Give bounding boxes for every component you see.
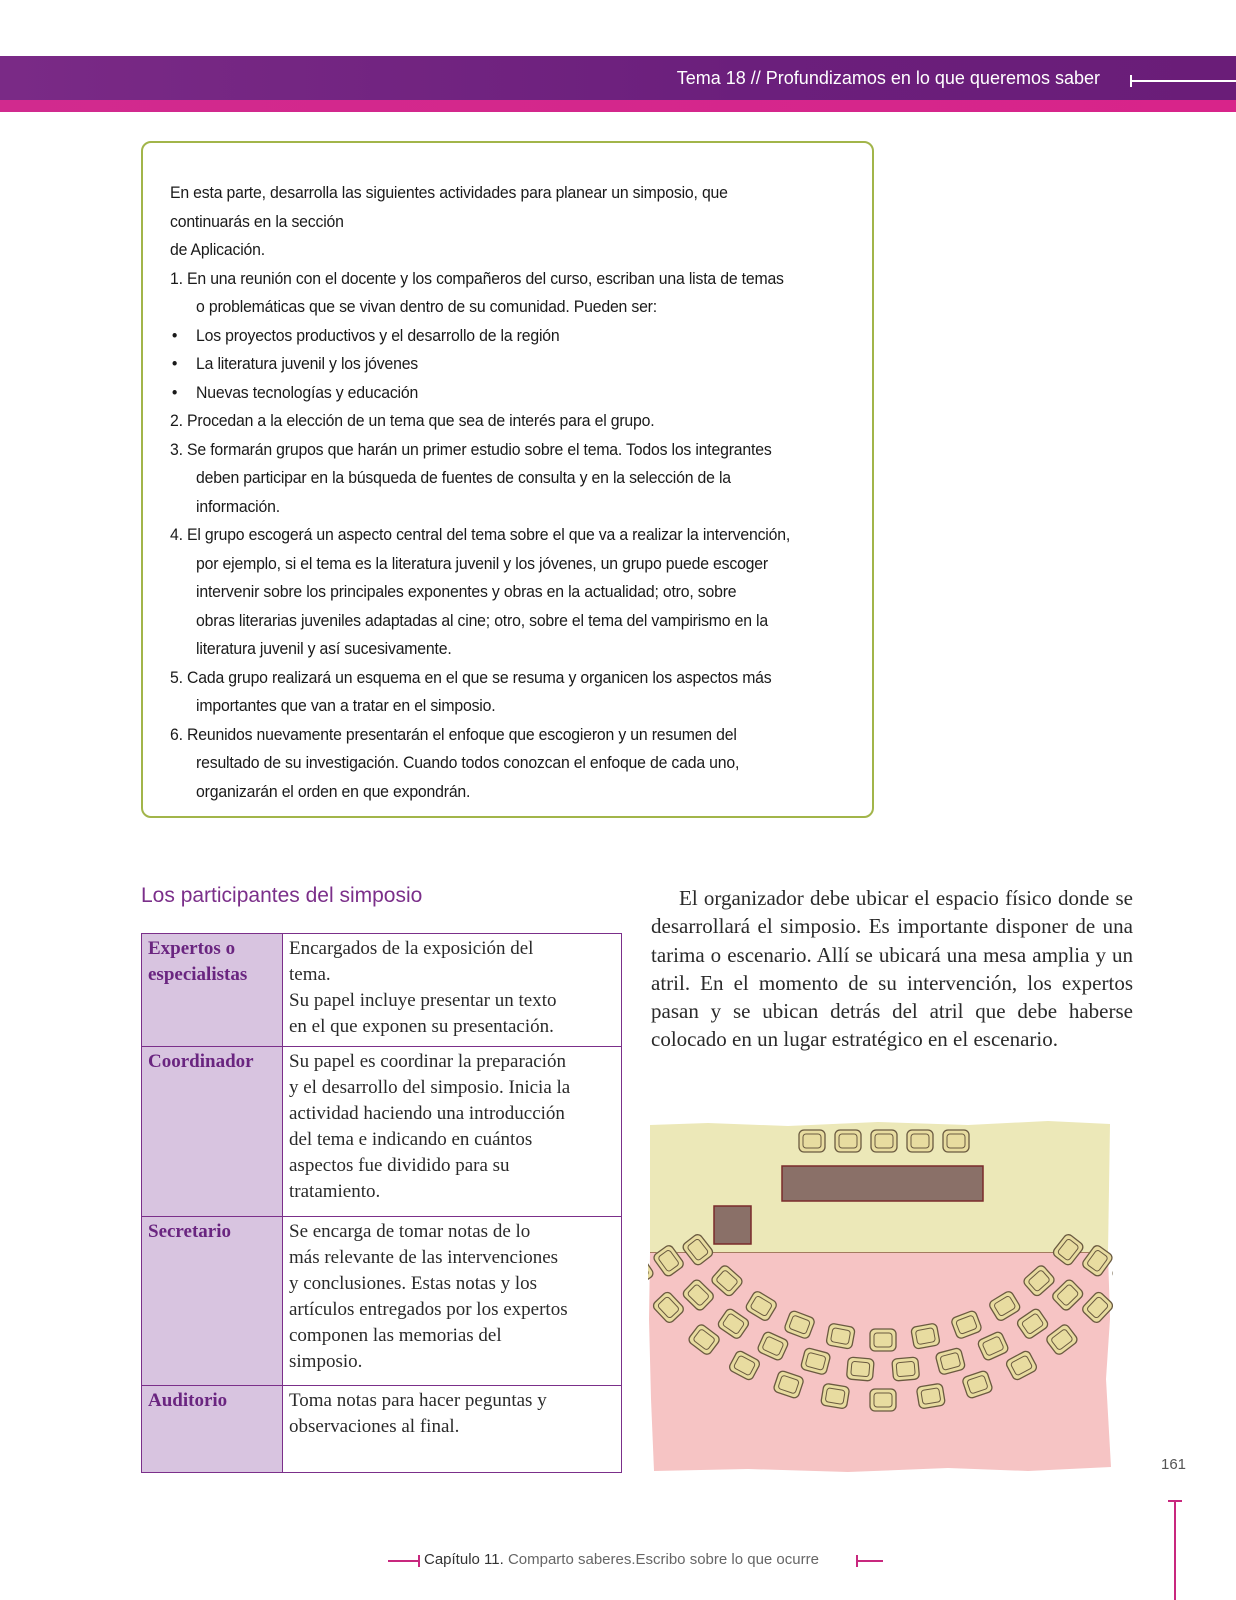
description-line: simposio. — [289, 1351, 363, 1372]
role-label: Auditorio — [148, 1390, 228, 1411]
role-label: Secretario — [148, 1221, 231, 1242]
bullet-text: Los proyectos productivos y el desarrollo de la región — [196, 325, 560, 345]
chapter-label: Capítulo 11. — [424, 1551, 504, 1568]
activity-text — [170, 179, 858, 806]
intro-line: En esta parte, desarrolla las siguientes actividades para planear un simposio, que — [170, 183, 728, 202]
item-4-line: por ejemplo, si el tema es la literatura juvenil y los jóvenes, un grupo puede escoger — [196, 553, 768, 573]
description-line: tema. — [289, 964, 331, 985]
bullet-item — [170, 350, 858, 379]
item-6-line: organizarán el orden en que expondrán. — [196, 781, 471, 801]
bullet-icon: • — [171, 382, 178, 402]
chapter-title: Comparto saberes.Escribo sobre lo que ocurre — [503, 1551, 819, 1568]
footer — [388, 1551, 883, 1571]
role-label: Coordinador — [148, 1051, 254, 1072]
description-line: componen las memorias del — [289, 1325, 502, 1346]
description-line: del tema e indicando en cuántos — [289, 1129, 533, 1150]
bullet-text: Nuevas tecnologías y educación — [196, 382, 419, 402]
role-cell — [142, 934, 283, 1046]
role-label: Expertos o — [148, 938, 236, 959]
description-line: y el desarrollo del simposio. Inicia la — [289, 1077, 571, 1098]
description-line: en el que exponen su presentación. — [289, 1016, 554, 1037]
table-row — [142, 934, 621, 1046]
description-line: más relevante de las intervenciones — [289, 1247, 559, 1268]
description-line: y conclusiones. Estas notas y los — [289, 1273, 538, 1294]
chair — [907, 1130, 933, 1152]
item-5-line: importantes que van a tratar en el simposio. — [196, 696, 496, 715]
description-line: Su papel incluye presentar un texto — [289, 990, 557, 1011]
description-cell — [283, 1386, 621, 1472]
table-row — [142, 1385, 621, 1472]
lectern — [714, 1206, 751, 1244]
participants-heading: Los participantes del simposio — [141, 884, 423, 907]
item-2-line: 2. Procedan a la elección de un tema que sea de interés para el grupo. — [170, 411, 655, 430]
role-label: especialistas — [148, 964, 248, 985]
table-row — [142, 1046, 621, 1216]
chair — [826, 1323, 856, 1349]
panel-chairs — [799, 1130, 969, 1152]
chair — [821, 1383, 850, 1409]
header-accent-stripe — [0, 100, 1236, 112]
page-number: 161 — [1161, 1456, 1187, 1473]
description-line: Se encarga de tomar notas de lo — [289, 1221, 531, 1242]
chair — [835, 1130, 861, 1152]
item-3-line: información. — [196, 496, 280, 516]
page-title: Tema 18 // Profundizamos en lo que queremos saber — [676, 68, 1100, 88]
description-cell — [283, 1217, 621, 1385]
intro-line: de Aplicación. — [170, 240, 265, 259]
table-row — [142, 1216, 621, 1385]
description-line: actividad haciendo una introducción — [289, 1103, 565, 1124]
footer-rule-right — [857, 1560, 883, 1562]
chair — [870, 1389, 896, 1411]
description-line: artículos entregados por los expertos — [289, 1299, 568, 1320]
bullet-item — [170, 379, 858, 408]
footer-chapter — [424, 1551, 819, 1568]
item-6-line: 6. Reunidos nuevamente presentarán el enfoque que escogieron y un resumen del — [170, 724, 737, 744]
footer-rule-tick-left — [418, 1555, 420, 1567]
symposium-layout-illustration — [648, 1119, 1113, 1473]
item-3-line: 3. Se formarán grupos que harán un primer estudio sobre el tema. Todos los integrantes — [170, 439, 772, 459]
margin-rule — [1174, 1500, 1176, 1600]
bullet-icon: • — [171, 354, 178, 373]
bullet-item — [170, 322, 858, 351]
item-5-line: 5. Cada grupo realizará un esquema en el que se resuma y organicen los aspectos más — [170, 667, 772, 687]
description-line: tratamiento. — [289, 1181, 381, 1202]
intro-line: continuarás en la sección — [170, 211, 344, 231]
activity-box — [141, 141, 874, 818]
bullet-icon: • — [171, 325, 178, 345]
item-6-line: resultado de su investigación. Cuando todos conozcan el enfoque de cada uno, — [196, 753, 740, 772]
header-rule-tick — [1130, 75, 1132, 87]
header-rule — [1130, 80, 1236, 82]
footer-rule-left — [388, 1560, 418, 1562]
description-line: observaciones al final. — [289, 1416, 460, 1437]
item-4-line: intervenir sobre los principales exponentes y obras en la actualidad; otro, sobre — [196, 582, 737, 601]
chair — [911, 1323, 941, 1349]
role-cell — [142, 1047, 283, 1216]
item-4-line: literatura juvenil y así sucesivamente. — [196, 639, 452, 658]
panel-table — [782, 1166, 983, 1201]
role-cell — [142, 1386, 283, 1472]
chair — [916, 1383, 945, 1409]
chair — [943, 1130, 969, 1152]
description-line: Toma notas para hacer peguntas y — [289, 1390, 547, 1411]
role-cell — [142, 1217, 283, 1385]
item-1-line: 1. En una reunión con el docente y los compañeros del curso, escriban una lista de temas — [170, 268, 784, 288]
description-line: aspectos fue dividido para su — [289, 1155, 510, 1176]
participants-table — [141, 933, 622, 1473]
chair — [892, 1357, 920, 1381]
description-line: Encargados de la exposición del — [289, 938, 534, 959]
item-4-line: 4. El grupo escogerá un aspecto central del tema sobre el que va a realizar la intervención, — [170, 525, 791, 544]
bullet-text: La literatura juvenil y los jóvenes — [196, 354, 419, 373]
chair — [871, 1130, 897, 1152]
description-cell — [283, 1047, 621, 1216]
item-3-line: deben participar en la búsqueda de fuentes de consulta y en la selección de la — [196, 468, 731, 487]
item-1-line: o problemáticas que se vivan dentro de su comunidad. Pueden ser: — [196, 297, 657, 316]
chair — [846, 1357, 874, 1381]
chair — [799, 1130, 825, 1152]
description-line: Su papel es coordinar la preparación — [289, 1051, 566, 1072]
chair — [870, 1329, 896, 1351]
description-cell — [283, 934, 621, 1046]
item-4-line: obras literarias juveniles adaptadas al cine; otro, sobre el tema del vampirismo en la — [196, 610, 768, 630]
organizer-paragraph: El organizador debe ubicar el espacio físico donde se desarrollará el simposio. Es importante disponer de una tarima o escenario. Allí se ubicará una mesa amplia y un atril. En el momento de su intervención, los expertos pasan y se ubican detrás del atril que debe haberse colocado en un lugar estratégico en el escenario. — [651, 886, 1133, 1052]
